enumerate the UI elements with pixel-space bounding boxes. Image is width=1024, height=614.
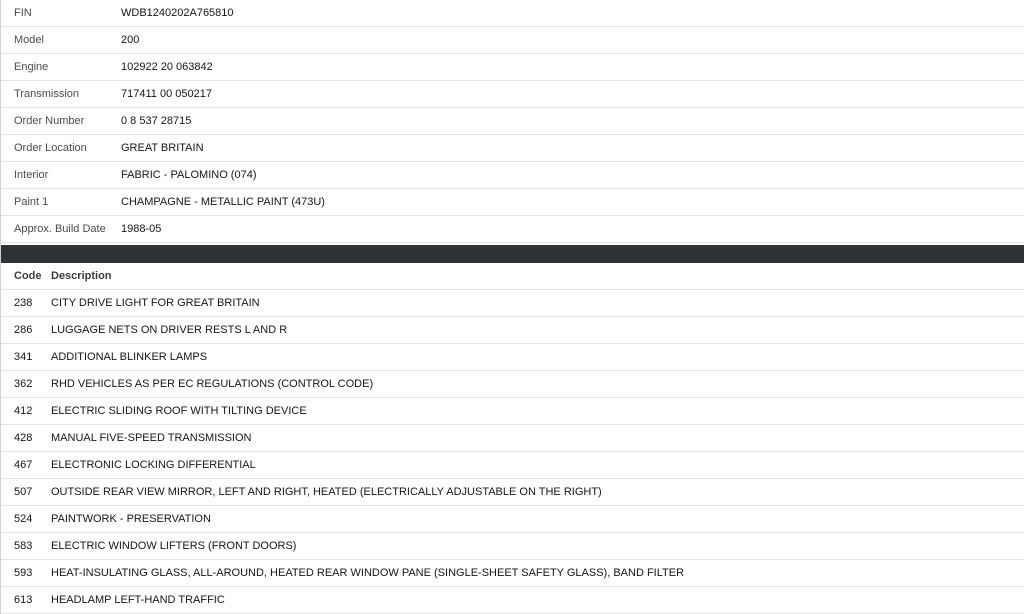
field-label: Order Location <box>14 142 87 154</box>
code-value: 238 <box>14 297 33 309</box>
codes-table-header-row <box>1 263 1024 290</box>
field-value: 200 <box>121 34 140 46</box>
field-label: Transmission <box>14 88 79 100</box>
field-label: Paint 1 <box>14 196 49 208</box>
field-value: 717411 00 050217 <box>121 88 212 100</box>
code-row <box>1 560 1024 587</box>
vehicle-info-row <box>1 0 1024 27</box>
code-row <box>1 425 1024 452</box>
vehicle-info-row <box>1 162 1024 189</box>
code-row <box>1 344 1024 371</box>
code-row <box>1 479 1024 506</box>
vehicle-info-row <box>1 135 1024 162</box>
field-value: WDB1240202A765810 <box>121 7 234 19</box>
code-column-header: Code <box>14 270 42 282</box>
code-value: 341 <box>14 351 33 363</box>
code-row <box>1 533 1024 560</box>
code-description: MANUAL FIVE-SPEED TRANSMISSION <box>51 432 252 444</box>
code-description: CITY DRIVE LIGHT FOR GREAT BRITAIN <box>51 297 260 309</box>
field-label: Interior <box>14 169 49 181</box>
field-label: Model <box>14 34 44 46</box>
field-value: GREAT BRITAIN <box>121 142 204 154</box>
field-value: FABRIC - PALOMINO (074) <box>121 169 257 181</box>
code-description: ADDITIONAL BLINKER LAMPS <box>51 351 208 363</box>
code-description: HEADLAMP LEFT-HAND TRAFFIC <box>51 594 225 606</box>
codes-table-body <box>1 290 1024 614</box>
vehicle-info-row <box>1 189 1024 216</box>
code-row <box>1 398 1024 425</box>
vehicle-info-row <box>1 108 1024 135</box>
code-row <box>1 587 1024 614</box>
vehicle-info-row <box>1 216 1024 243</box>
code-value: 286 <box>14 324 33 336</box>
code-description: HEAT-INSULATING GLASS, ALL-AROUND, HEATED REAR WINDOW PANE (SINGLE-SHEET SAFETY GLASS), BAND FILTER <box>51 567 685 579</box>
code-value: 524 <box>14 513 33 525</box>
field-value: 0 8 537 28715 <box>121 115 192 127</box>
code-value: 412 <box>14 405 33 417</box>
code-description: RHD VEHICLES AS PER EC REGULATIONS (CONTROL CODE) <box>51 378 374 390</box>
description-column-header: Description <box>51 270 112 282</box>
field-value: 102922 20 063842 <box>121 61 213 73</box>
code-row <box>1 317 1024 344</box>
code-row <box>1 452 1024 479</box>
code-value: 428 <box>14 432 33 444</box>
code-value: 362 <box>14 378 33 390</box>
equipment-codes-table <box>1 263 1024 614</box>
vehicle-info-row <box>1 27 1024 54</box>
code-description: LUGGAGE NETS ON DRIVER RESTS L AND R <box>51 324 288 336</box>
code-description: ELECTRIC SLIDING ROOF WITH TILTING DEVICE <box>51 405 307 417</box>
field-label: FIN <box>14 7 32 19</box>
code-description: PAINTWORK - PRESERVATION <box>51 513 211 525</box>
code-value: 593 <box>14 567 33 579</box>
vehicle-info-row <box>1 81 1024 108</box>
code-description: ELECTRONIC LOCKING DIFFERENTIAL <box>51 459 256 471</box>
code-row <box>1 506 1024 533</box>
vehicle-info-table <box>1 0 1024 243</box>
vehicle-info-row <box>1 54 1024 81</box>
code-value: 507 <box>14 486 33 498</box>
field-label: Approx. Build Date <box>14 223 106 235</box>
code-value: 467 <box>14 459 33 471</box>
field-value: CHAMPAGNE - METALLIC PAINT (473U) <box>121 196 325 208</box>
field-label: Engine <box>14 61 49 73</box>
code-value: 583 <box>14 540 33 552</box>
code-row <box>1 371 1024 398</box>
code-row <box>1 290 1024 317</box>
code-description: ELECTRIC WINDOW LIFTERS (FRONT DOORS) <box>51 540 297 552</box>
section-divider-bar <box>1 245 1024 263</box>
code-description: OUTSIDE REAR VIEW MIRROR, LEFT AND RIGHT, HEATED (ELECTRICALLY ADJUSTABLE ON THE RIGHT) <box>51 486 602 498</box>
field-value: 1988-05 <box>121 223 162 235</box>
code-value: 613 <box>14 594 33 606</box>
field-label: Order Number <box>14 115 85 127</box>
